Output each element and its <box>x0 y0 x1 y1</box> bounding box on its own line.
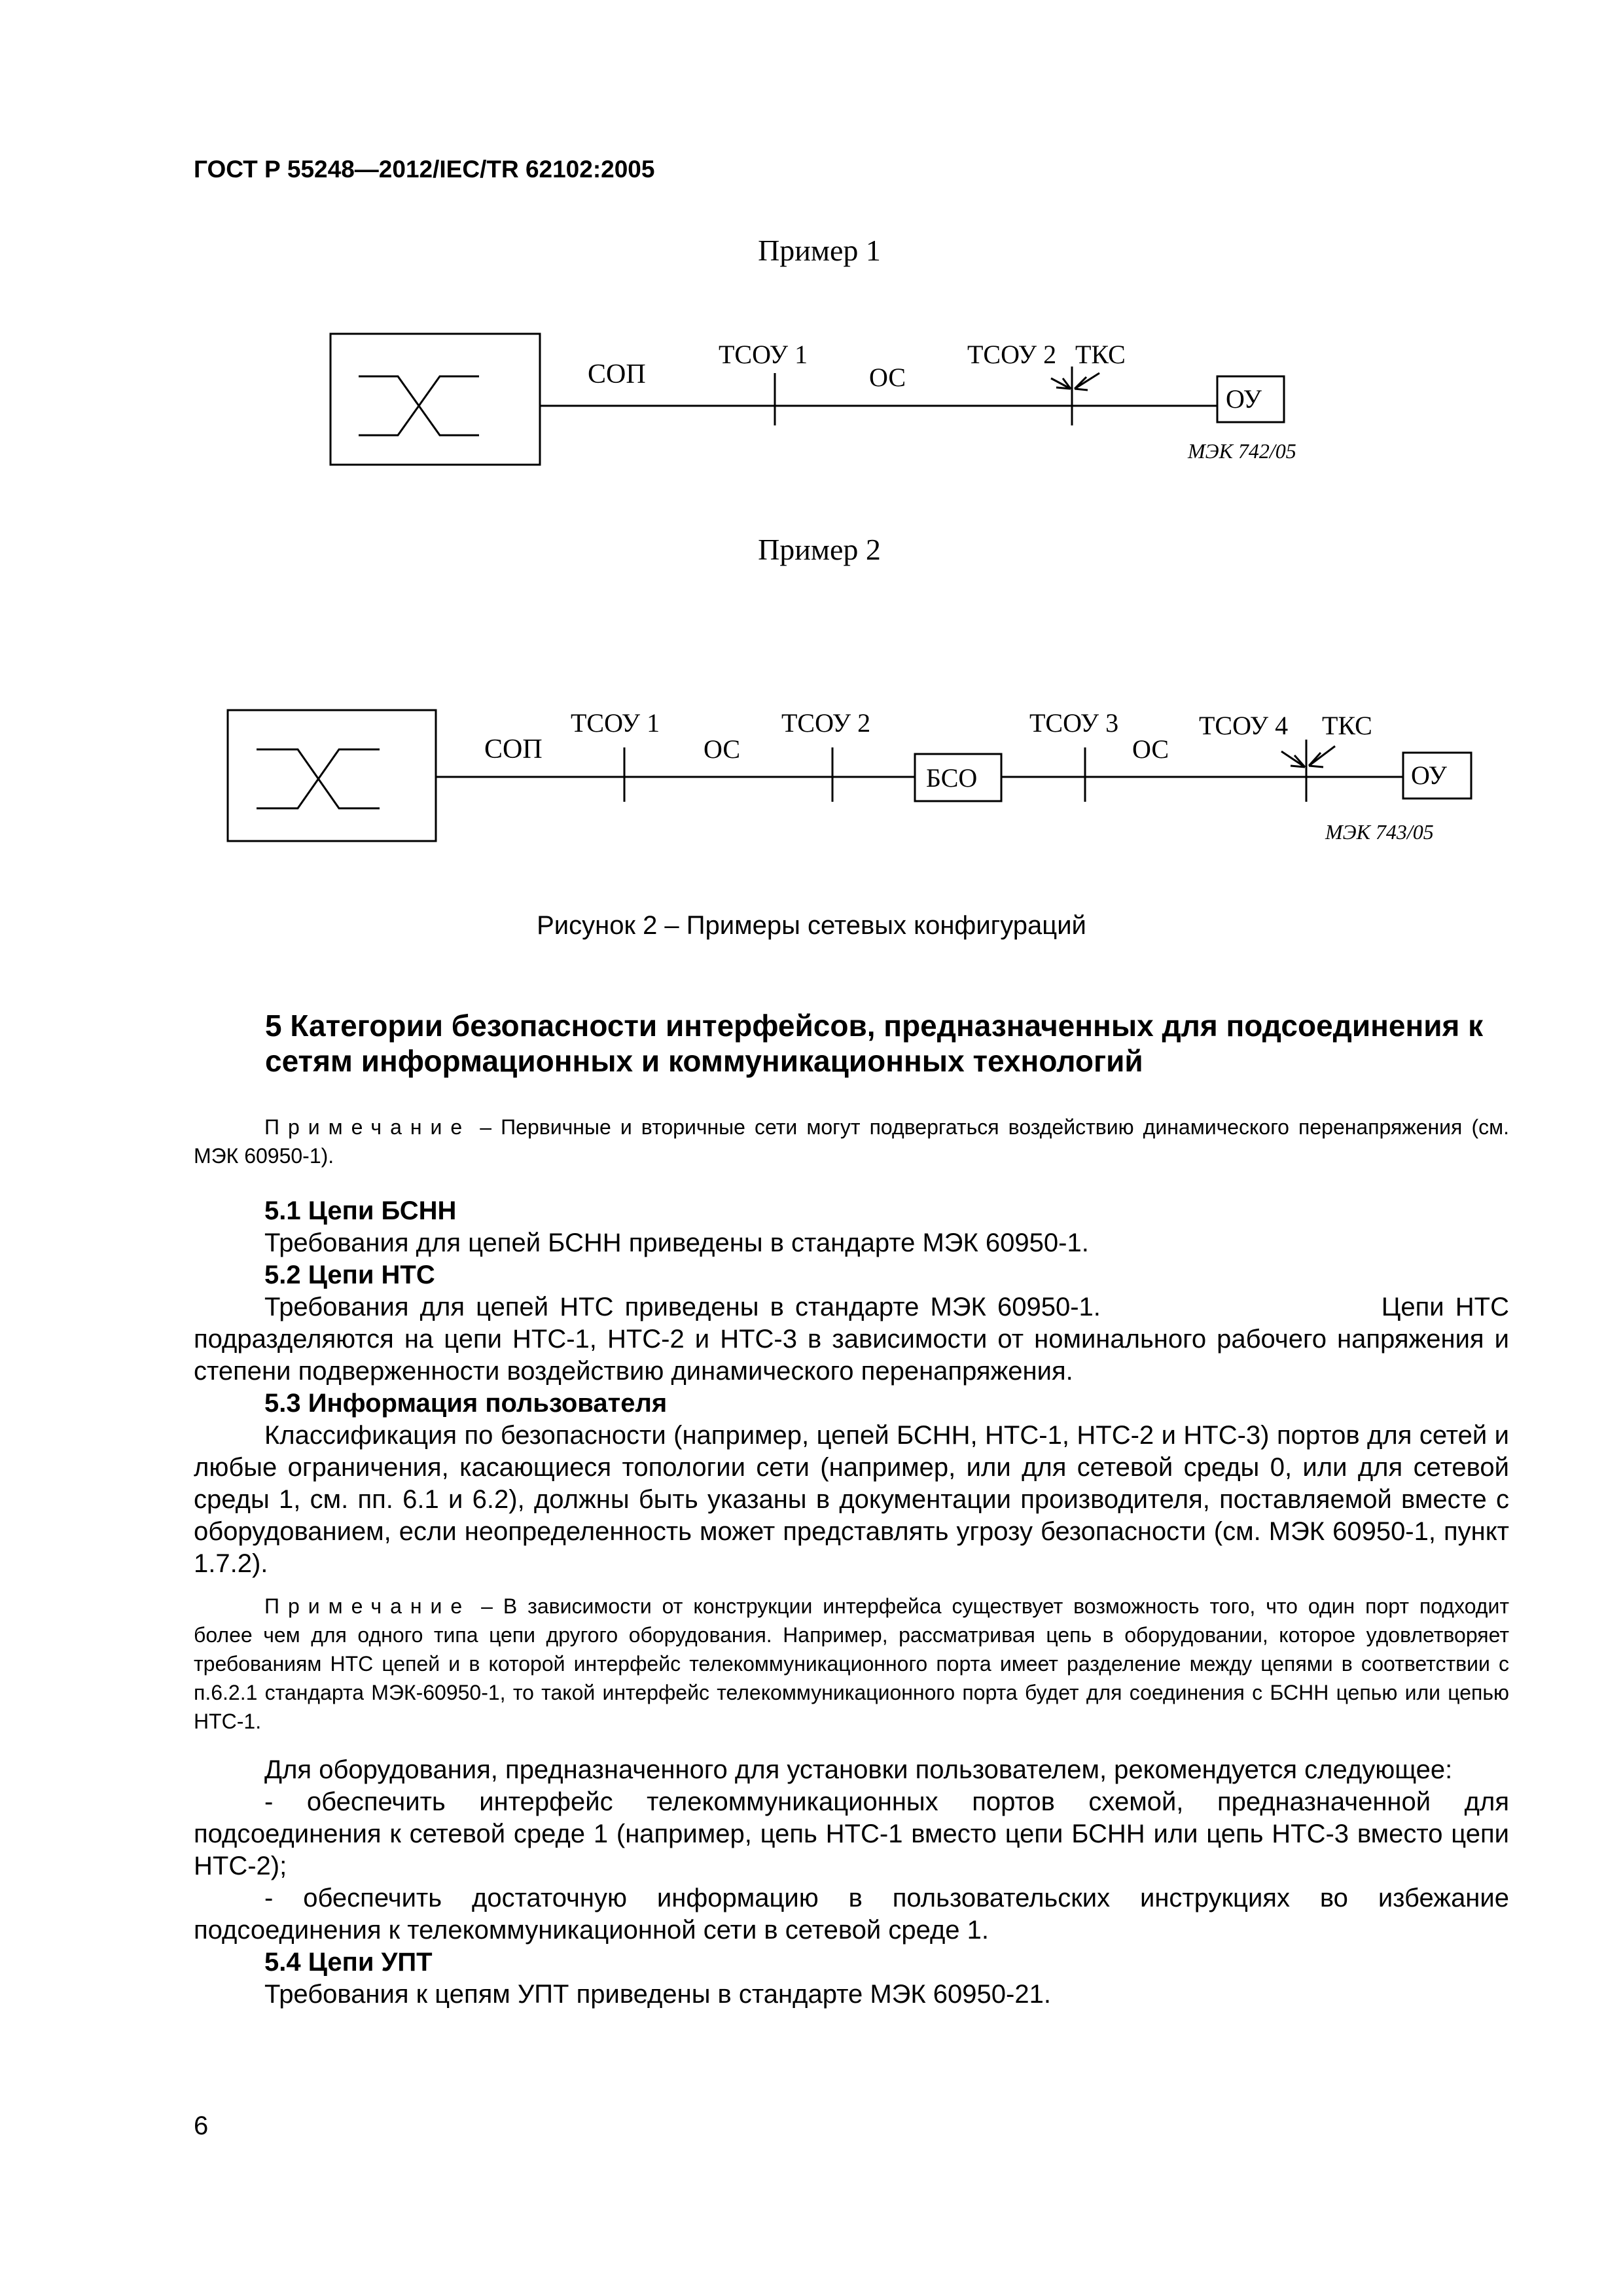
arrow-left-1 <box>1051 378 1071 389</box>
section-5-body-b <box>194 1754 1509 2011</box>
exchange-box-2 <box>228 710 436 841</box>
note-1 <box>194 1113 1509 1170</box>
recommendation-item-1: - обеспечить интерфейс телекоммуникационных портов схемой, предназначенной для подсоединения к сетевой среде 1 (например, цепь НТС-1 вместо цепи БСНН или цепь НТС-3 вместо цепи НТС-2); <box>194 1787 1509 1880</box>
section-5-body-a <box>194 1195 1517 1580</box>
section-5-4-title: 5.4 Цепи УПТ <box>264 1948 433 1977</box>
figure-code-2: МЭК 743/05 <box>1325 820 1434 844</box>
section-5-4-text: Требования к цепям УПТ приведены в стандарте МЭК 60950-21. <box>264 1980 1051 2009</box>
arrow-left-2 <box>1281 751 1305 767</box>
example-2-title: Пример 2 <box>758 533 881 566</box>
example-1-title: Пример 1 <box>758 234 881 267</box>
section-5-2-text: Требования для цепей НТС приведены в стандарте МЭК 60950-1. Цепи НТС подразделяются на цепи НТС-1, НТС-2 и НТС-3 в зависимости от номинального рабочего напряжения и степени подверженности воздействию динамического перенапряжения. <box>194 1293 1517 1386</box>
crossover-symbol-1 <box>359 376 479 435</box>
tsou1-label-2: ТСОУ 1 <box>571 708 660 738</box>
sop-label-1: СОП <box>588 359 646 389</box>
os-label-1: ОС <box>869 363 906 392</box>
tsou2-label-2: ТСОУ 2 <box>781 708 871 738</box>
tks-label-2: ТКС <box>1322 711 1372 740</box>
section-5-3-title: 5.3 Информация пользователя <box>264 1389 668 1418</box>
note-2 <box>194 1592 1509 1736</box>
note-2-label: Примечание <box>264 1594 471 1618</box>
example-2-diagram <box>228 533 1471 844</box>
figure-caption: Рисунок 2 – Примеры сетевых конфигураций <box>537 911 1086 940</box>
note-1-label: Примечание <box>264 1115 471 1139</box>
crossover-symbol-2 <box>257 749 380 808</box>
os2-label-2: ОС <box>1132 734 1169 764</box>
tks-label-1: ТКС <box>1075 340 1126 369</box>
tsou2-label-1: ТСОУ 2 <box>967 340 1057 369</box>
section-5-title: 5 Категории безопасности интерфейсов, предназначенных для подсоединения к сетям информационных и коммуникационных технологий <box>265 1009 1484 1078</box>
ou-label-2: ОУ <box>1411 761 1447 790</box>
tsou1-label-1: ТСОУ 1 <box>719 340 808 369</box>
document-header: ГОСТ Р 55248—2012/IEC/TR 62102:2005 <box>194 156 655 183</box>
section-5-3-text: Классификация по безопасности (например, цепей БСНН, НТС-1, НТС-2 и НТС-3) портов для сетей и любые ограничения, касающиеся топологии сети (например, или для сетевой среды 0, или для сетевой среды 1, см. пп. 6.1 и 6.2), должны быть указаны в документации производителя, поставляемой вместе с оборудованием, если неопределенность может представлять угрозу безопасности (см. МЭК 60950-1, пункт 1.7.2). <box>194 1421 1509 1578</box>
os1-label-2: ОС <box>704 734 741 764</box>
example-1-diagram <box>330 234 1296 465</box>
arrow-right-2 <box>1309 746 1335 767</box>
section-5-2-title: 5.2 Цепи НТС <box>264 1261 435 1289</box>
note-1-text: – Первичные и вторичные сети могут подвергаться воздействию динамического перенапряжения (см. МЭК 60950-1). <box>194 1115 1509 1168</box>
section-5-1-text: Требования для цепей БСНН приведены в стандарте МЭК 60950-1. <box>264 1229 1089 1257</box>
section-5-1-title: 5.1 Цепи БСНН <box>264 1196 457 1225</box>
tsou4-label-2: ТСОУ 4 <box>1199 711 1289 740</box>
tsou3-label-2: ТСОУ 3 <box>1029 708 1119 738</box>
bso-label: БСО <box>926 763 978 793</box>
recommendation-item-2: - обеспечить достаточную информацию в пользовательских инструкциях во избежание подсоединения к телекоммуникационной сети в сетевой среде 1. <box>194 1884 1509 1945</box>
ou-label-1: ОУ <box>1226 384 1262 414</box>
recommendation-intro: Для оборудования, предназначенного для установки пользователем, рекомендуется следующее: <box>264 1755 1453 1784</box>
figure-code-1: МЭК 742/05 <box>1188 439 1296 463</box>
page-number: 6 <box>194 2111 209 2140</box>
arrow-right-1 <box>1075 373 1099 390</box>
figure-2 <box>0 0 1623 910</box>
exchange-box-1 <box>330 334 540 465</box>
sop-label-2: СОП <box>484 734 543 764</box>
note-2-text: – В зависимости от конструкции интерфейса существует возможность того, что один порт подходит более чем для одного типа цепи другого оборудования. Например, рассматривая цепь в оборудовании, которое удовлетворяет требованиям НТС цепей и в которой интерфейс телекоммуникационного порта имеет разделение между цепями в соответствии с п.6.2.1 стандарта МЭК-60950-1, то такой интерфейс телекоммуникационного порта будет для соединения с БСНН цепью или цепью НТС-1. <box>194 1594 1509 1733</box>
